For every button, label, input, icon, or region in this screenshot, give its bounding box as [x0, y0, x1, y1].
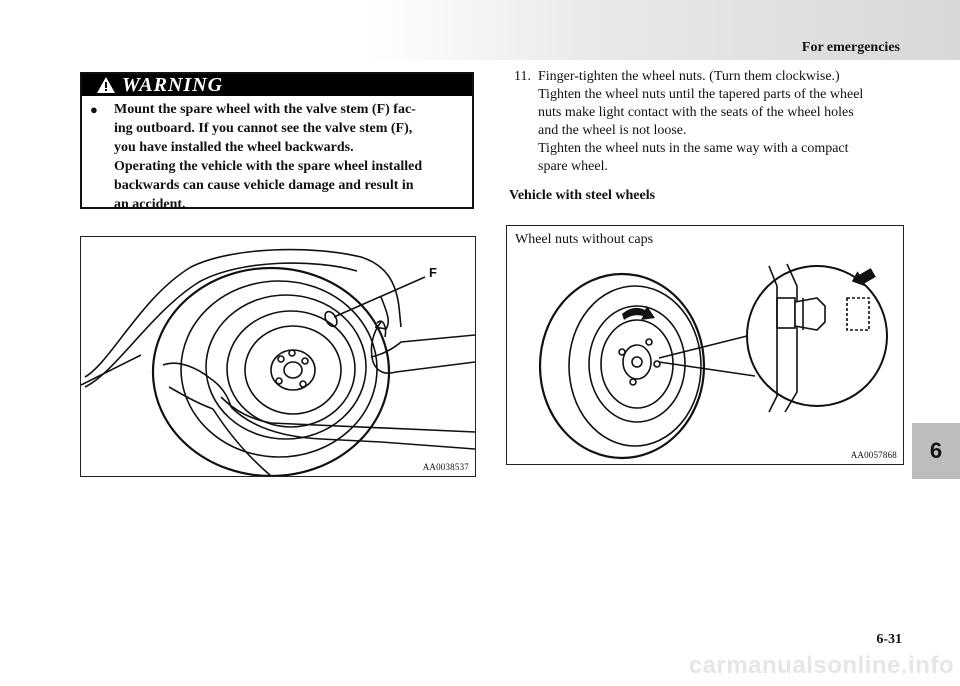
- figure-code: AA0038537: [422, 462, 469, 472]
- step-line: Tighten the wheel nuts in the same way with a compact: [538, 141, 849, 156]
- bullet-icon: ●: [90, 102, 98, 117]
- warning-box: [80, 72, 474, 212]
- page-number: 6-31: [876, 632, 902, 647]
- warning-title: WARNING: [122, 74, 224, 96]
- valve-stem-label: F: [429, 265, 437, 280]
- subheading: Vehicle with steel wheels: [509, 188, 656, 203]
- figure-wheel-nuts: [506, 225, 904, 465]
- step-line: spare wheel.: [538, 159, 608, 174]
- step-line: Tighten the wheel nuts until the tapered parts of the wheel: [538, 87, 864, 102]
- warning-body: [92, 100, 464, 214]
- warning-line: Mount the spare wheel with the valve stem (F) fac-: [114, 102, 416, 117]
- step-11: [508, 68, 904, 176]
- warning-line: backwards can cause vehicle damage and result in: [114, 178, 414, 193]
- step-line: Finger-tighten the wheel nuts. (Turn them clockwise.): [538, 69, 840, 84]
- step-number: 11.: [514, 69, 531, 84]
- chapter-tab: 6: [912, 423, 960, 479]
- warning-line: an accident.: [114, 197, 186, 212]
- step-line: and the wheel is not loose.: [538, 123, 687, 138]
- warning-header: [82, 74, 472, 96]
- wheel-nuts-illustration: [507, 226, 903, 464]
- watermark: carmanualsonline.info: [688, 652, 954, 679]
- figure-code: AA0057868: [850, 450, 897, 460]
- step-line: nuts make light contact with the seats of the wheel holes: [538, 105, 854, 120]
- figure-caption: Wheel nuts without caps: [515, 232, 654, 247]
- warning-line: Operating the vehicle with the spare wheel installed: [114, 159, 423, 174]
- warning-line: ing outboard. If you cannot see the valve stem (F),: [114, 121, 413, 136]
- warning-triangle-icon: [96, 76, 116, 94]
- section-title: For emergencies: [801, 40, 900, 55]
- figure-spare-wheel-mounting: [80, 236, 476, 477]
- spare-wheel-illustration: [81, 237, 475, 476]
- warning-line: you have installed the wheel backwards.: [114, 140, 354, 155]
